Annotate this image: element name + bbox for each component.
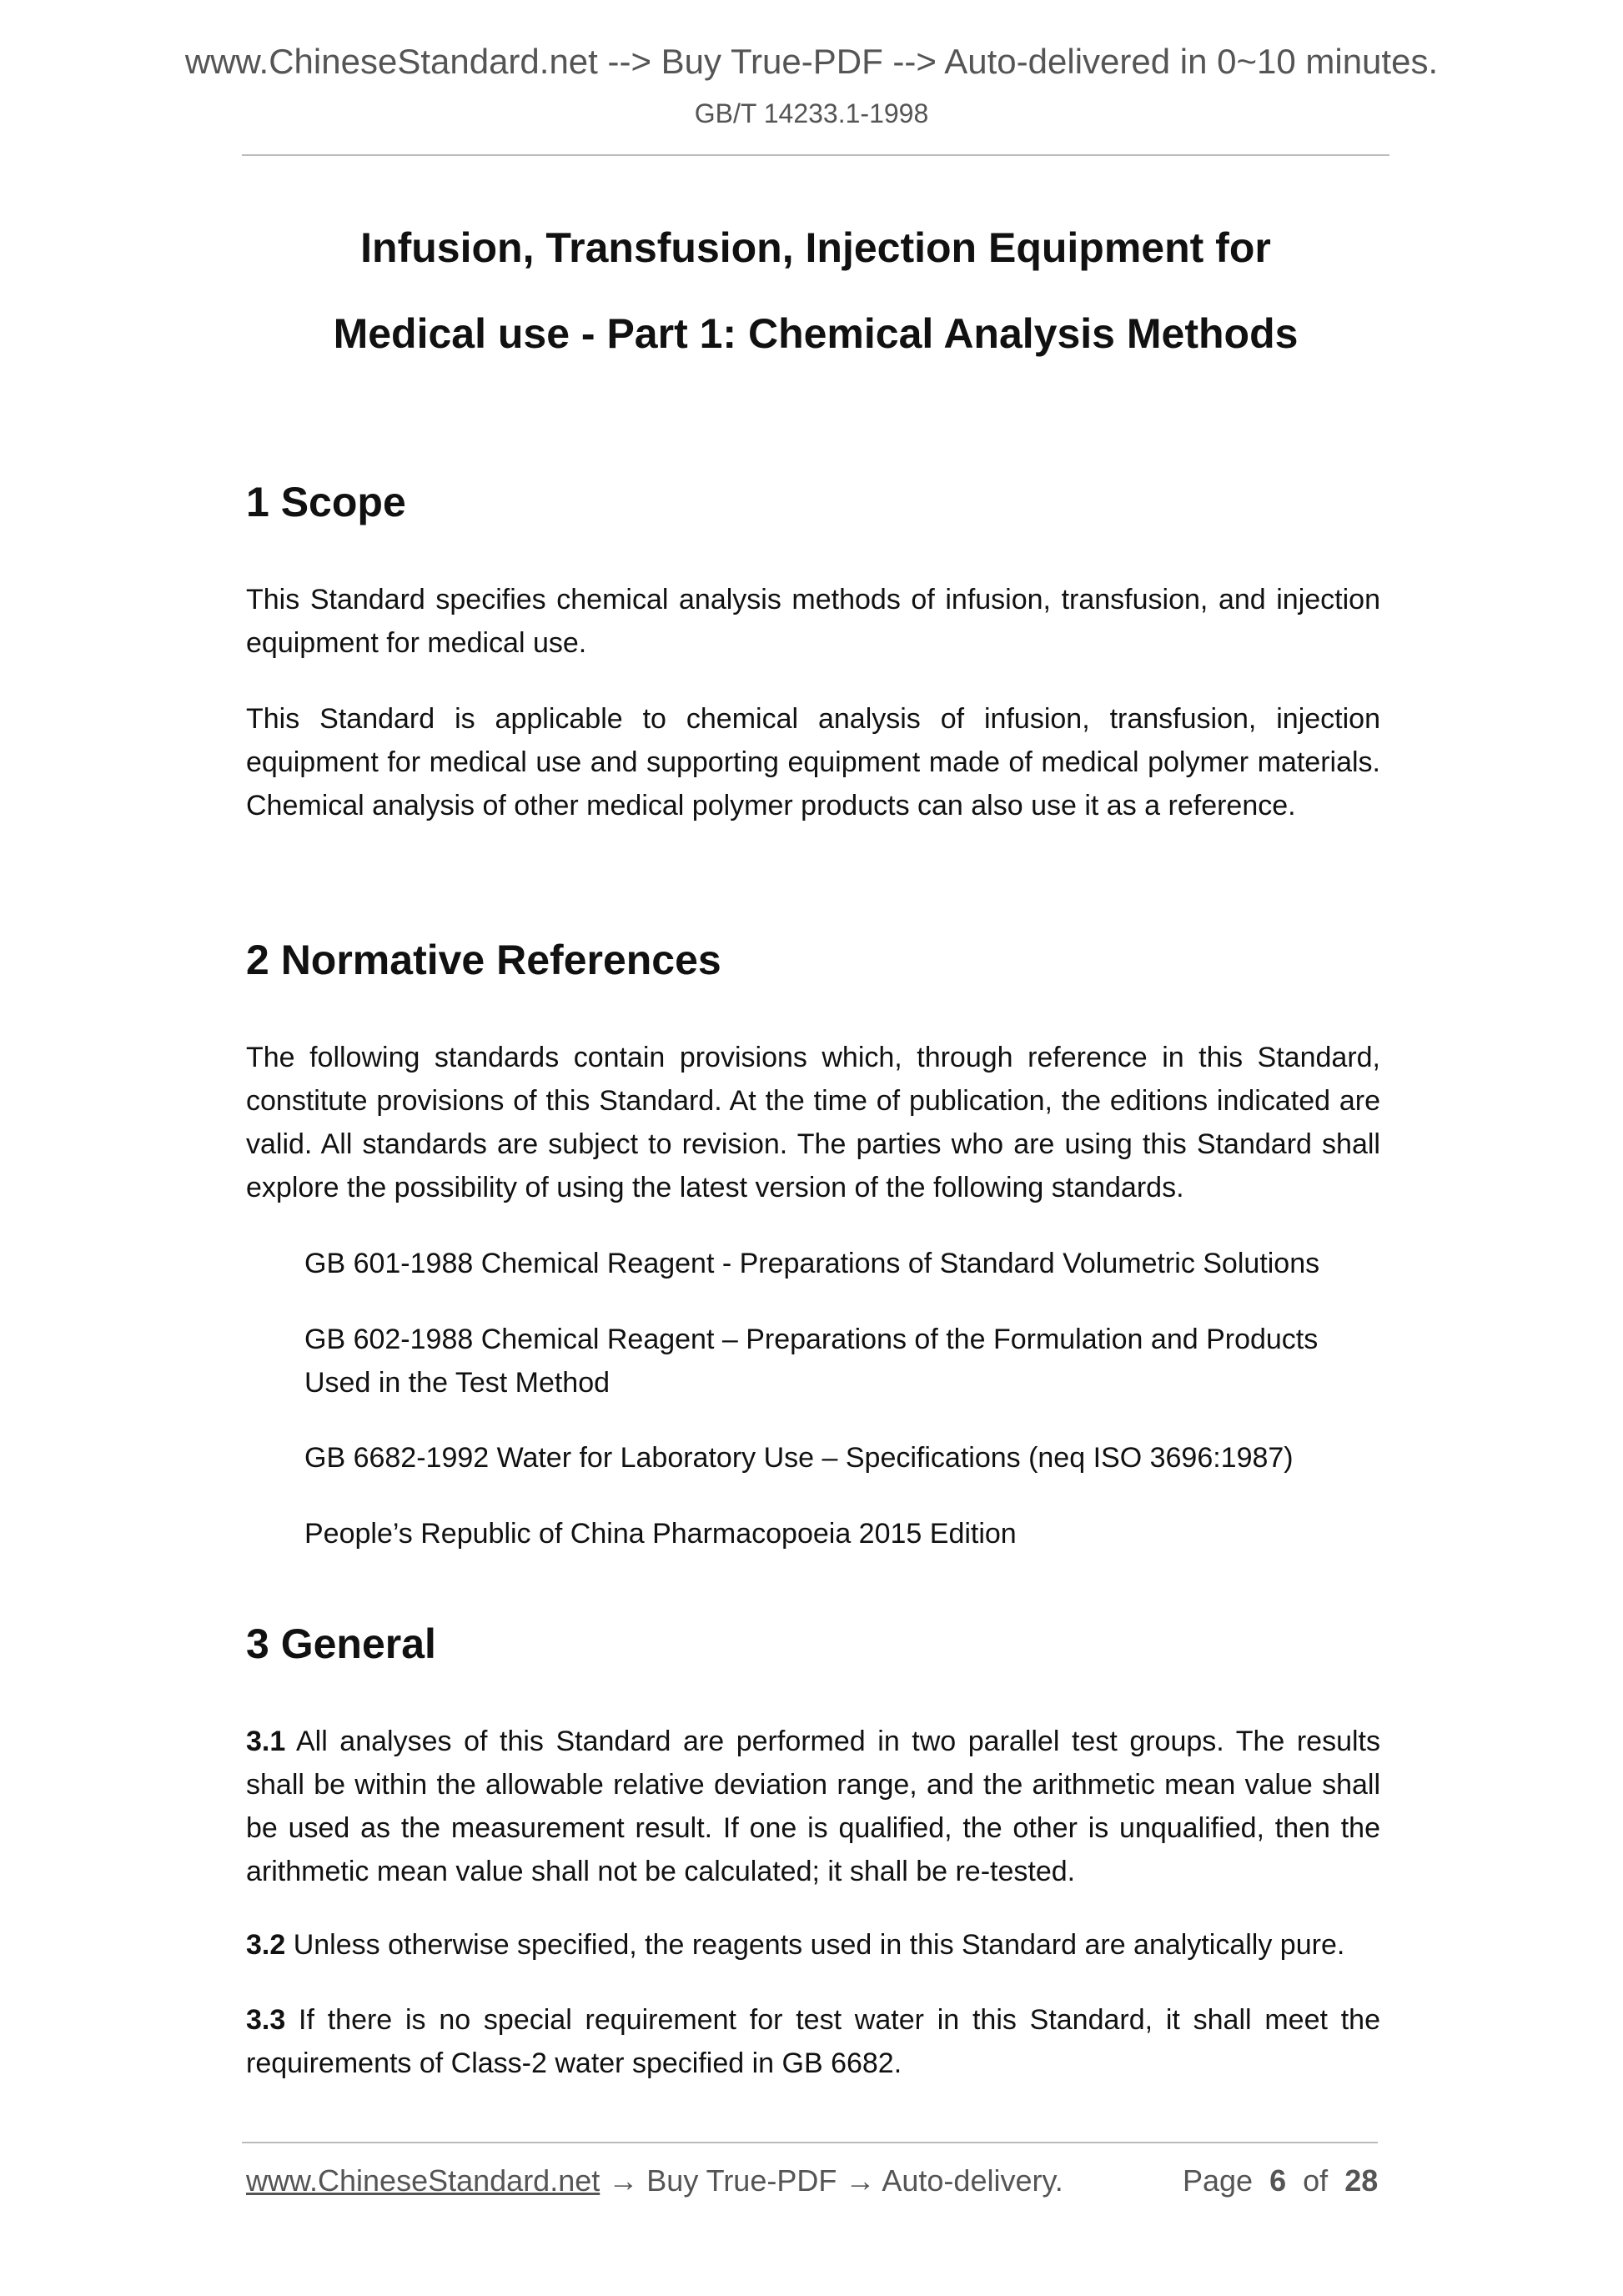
clause-text: All analyses of this Standard are performed in two parallel test groups. The results shall be within the allowable relative deviation range, and the arithmetic mean value shall be used as the measurement result. If one is qualified, the other is unqualified, then the arithmetic mean value shall not be calculated; it shall be re-tested. [246,1726,1380,1887]
footer-buy-text: Buy True-PDF [646,2163,837,2198]
header-promo: www.ChineseStandard.net --> Buy True-PDF --> Auto-delivered in 0~10 minutes. [184,42,1439,81]
clause-number: 3.2 [246,1929,286,1961]
footer-delivery-text: Auto-delivery. [882,2163,1063,2198]
scope-paragraph-2: This Standard is applicable to chemical analysis of infusion, transfusion, injection equipment for medical use and supporting equipment made of medical polymer materials. Chemical analysis of other medical polymer products can also use it as a reference. [246,703,1380,821]
arrow-right-icon: → [845,2163,876,2198]
document-title-line-1: Infusion, Transfusion, Injection Equipment for [360,224,1271,271]
scope-paragraph-1: This Standard specifies chemical analysis methods of infusion, transfusion, and injection equipment for medical use. [246,584,1380,659]
footer-divider [242,2142,1378,2143]
clause-text: If there is no special requirement for test water in this Standard, it shall meet the requirements of Class-2 water specified in GB 6682. [246,2004,1380,2079]
of-label: of [1303,2163,1329,2198]
arrow-right-icon: → [608,2163,639,2198]
header-standard-code: GB/T 14233.1-1998 [694,98,929,128]
section-heading-normative-references: 2 Normative References [246,937,721,983]
clause-number: 3.1 [246,1726,286,1757]
reference-item-pharmacopoeia: People’s Republic of China Pharmacopoeia 2015 Edition [304,1518,1017,1550]
footer-promo [246,2163,1063,2198]
clause-text: Unless otherwise specified, the reagents used in this Standard are analytically pure. [285,1929,1345,1961]
reference-item-gb6682: GB 6682-1992 Water for Laboratory Use – Specifications (neq ISO 3696:1987) [304,1442,1294,1474]
section-heading-scope: 1 Scope [246,479,406,525]
header-divider [242,154,1389,156]
document-title-line-2: Medical use - Part 1: Chemical Analysis Methods [333,310,1299,357]
section-heading-general: 3 General [246,1620,436,1667]
footer-site-link[interactable]: www.ChineseStandard.net [246,2163,600,2198]
references-intro: The following standards contain provisions which, through reference in this Standard, constitute provisions of this Standard. At the time of publication, the editions indicated are valid. All standards are subject to revision. The parties who are using this Standard shall explore the possibility of using the latest version of the following standards. [246,1042,1380,1203]
clause-3-2 [246,1923,1414,1967]
page-number: 6 [1269,2163,1287,2198]
page-indicator [1183,2163,1378,2198]
total-pages: 28 [1344,2163,1379,2198]
reference-item-gb601: GB 601-1988 Chemical Reagent - Preparations of Standard Volumetric Solutions [304,1248,1320,1279]
clause-3-3 [246,1998,1380,2085]
clause-number: 3.3 [246,2004,286,2036]
page-label: Page [1183,2163,1254,2198]
reference-item-gb602: GB 602-1988 Chemical Reagent – Preparations of the Formulation and Products Used in the Test Method [304,1324,1319,1399]
clause-3-1 [246,1720,1380,1893]
